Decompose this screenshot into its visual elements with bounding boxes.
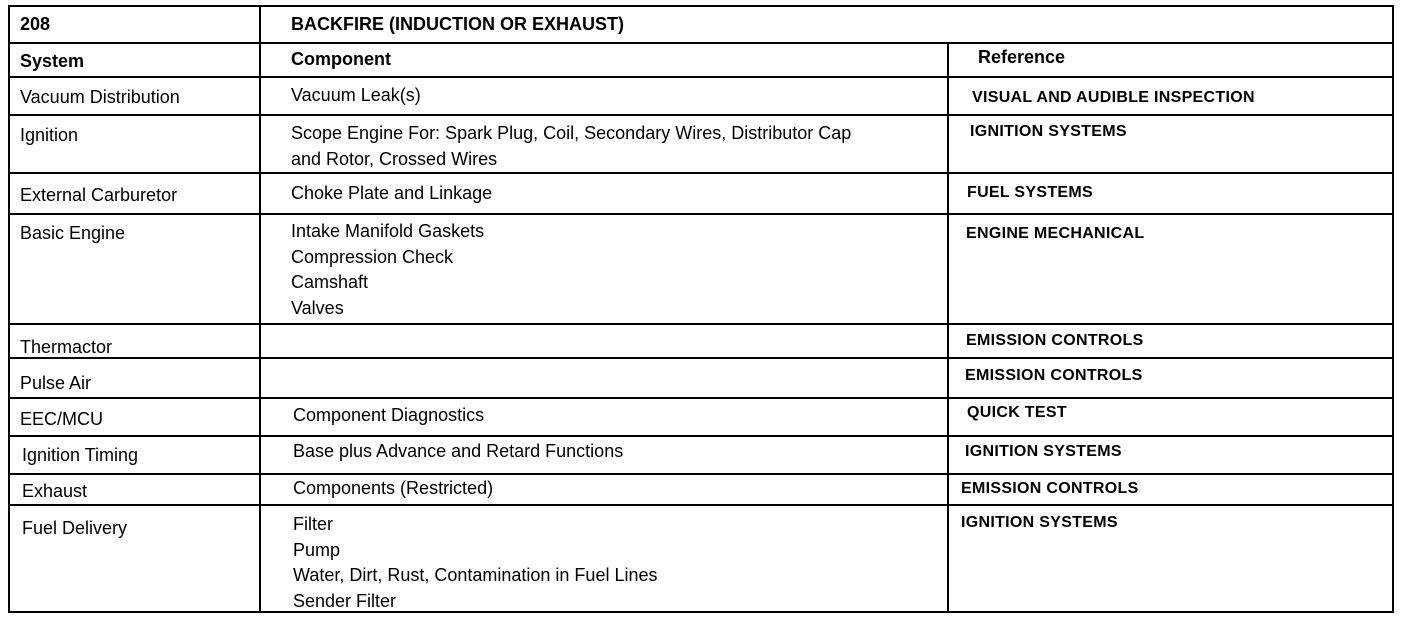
section-code: 208 <box>20 14 51 34</box>
row-divider <box>10 504 1392 506</box>
component-line: Valves <box>291 297 344 318</box>
component-line: Pump <box>293 539 341 560</box>
reference-cell: IGNITION SYSTEMS <box>970 123 1127 140</box>
row-divider <box>10 42 1392 44</box>
reference-cell: IGNITION SYSTEMS <box>961 514 1118 531</box>
component-cell <box>291 219 484 321</box>
reference-cell: FUEL SYSTEMS <box>967 184 1093 201</box>
component-line: Vacuum Leak(s) <box>291 85 421 105</box>
component-cell <box>293 403 484 429</box>
component-line: Scope Engine For: Spark Plug, Coil, Secondary Wires, Distributor Cap <box>291 123 852 143</box>
system-cell: Thermactor <box>20 337 113 357</box>
column-header-reference: Reference <box>978 47 1066 67</box>
system-cell: Ignition <box>20 125 79 145</box>
reference-cell: VISUAL AND AUDIBLE INSPECTION <box>972 89 1255 106</box>
system-cell: Exhaust <box>22 481 88 501</box>
section-title: BACKFIRE (INDUCTION OR EXHAUST) <box>291 14 624 34</box>
row-divider <box>10 357 1392 359</box>
system-cell: EEC/MCU <box>20 409 104 429</box>
diagnostic-table <box>8 5 1394 613</box>
system-cell: Vacuum Distribution <box>20 87 180 107</box>
component-line: Camshaft <box>291 272 369 292</box>
system-cell: Ignition Timing <box>22 445 139 465</box>
column-header-component: Component <box>291 49 391 69</box>
column-divider <box>259 7 261 611</box>
component-line: Base plus Advance and Retard Functions <box>293 441 624 461</box>
component-line: Water, Dirt, Rust, Contamination in Fuel Lines <box>293 565 658 585</box>
column-divider <box>947 42 949 611</box>
component-line: and Rotor, Crossed Wires <box>291 148 498 169</box>
system-cell: Pulse Air <box>20 373 92 393</box>
reference-cell: EMISSION CONTROLS <box>965 367 1143 384</box>
component-line: Compression Check <box>291 246 454 267</box>
system-cell: External Carburetor <box>20 185 178 205</box>
reference-cell: IGNITION SYSTEMS <box>965 443 1122 460</box>
row-divider <box>10 435 1392 437</box>
component-cell <box>291 121 851 172</box>
component-line: Choke Plate and Linkage <box>291 183 493 203</box>
row-divider <box>10 323 1392 325</box>
row-divider <box>10 397 1392 399</box>
row-divider <box>10 473 1392 475</box>
row-divider <box>10 76 1392 78</box>
component-line: Component Diagnostics <box>293 405 485 425</box>
reference-cell: ENGINE MECHANICAL <box>966 225 1145 242</box>
component-cell <box>293 476 493 502</box>
component-line: Filter <box>293 514 333 534</box>
reference-cell: EMISSION CONTROLS <box>966 332 1144 349</box>
component-cell <box>291 83 421 109</box>
component-line: Sender Filter <box>293 590 397 611</box>
component-cell <box>291 181 492 207</box>
component-line: Components (Restricted) <box>293 478 494 498</box>
row-divider <box>10 172 1392 174</box>
component-line: Intake Manifold Gaskets <box>291 221 485 241</box>
component-cell <box>293 439 623 465</box>
row-divider <box>10 114 1392 116</box>
component-cell <box>293 512 657 614</box>
row-divider <box>10 213 1392 215</box>
system-cell: Basic Engine <box>20 223 126 243</box>
column-header-system: System <box>20 51 85 71</box>
reference-cell: QUICK TEST <box>967 404 1067 421</box>
reference-cell: EMISSION CONTROLS <box>961 480 1139 497</box>
system-cell: Fuel Delivery <box>22 518 128 538</box>
